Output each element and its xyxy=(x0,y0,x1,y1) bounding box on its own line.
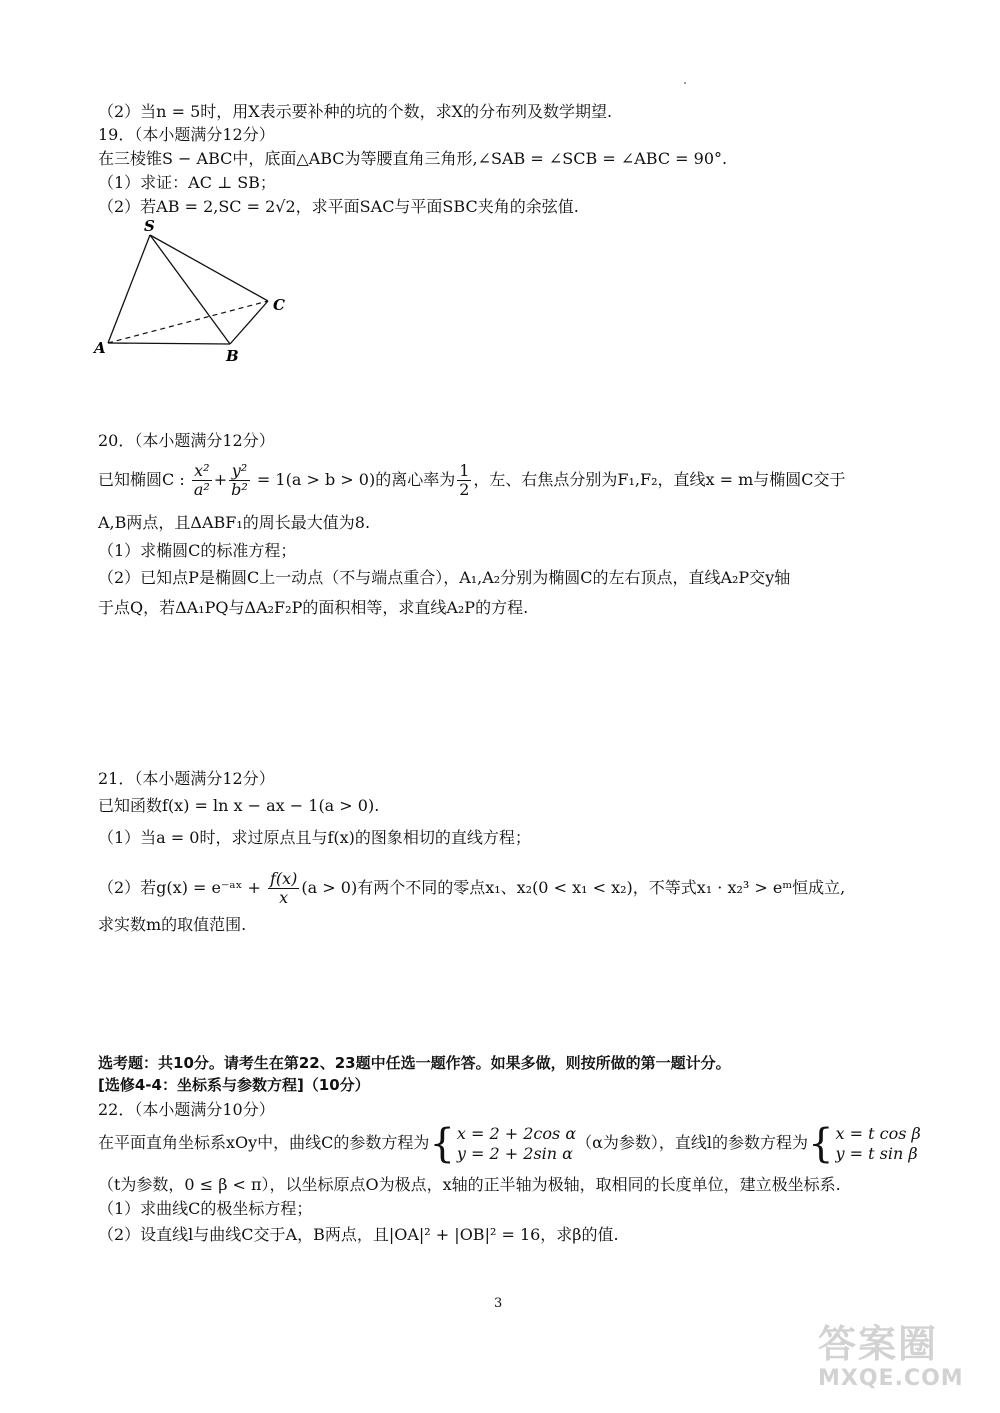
page-number: 3 xyxy=(494,1296,503,1311)
label-b: B xyxy=(226,347,239,365)
edge-bc xyxy=(230,301,268,344)
q19-part2: （2）若AB = 2,SC = 2√2，求平面SAC与平面SBC夹角的余弦值. xyxy=(98,197,579,216)
q21-part2-a: （2）若g(x) = e⁻ᵃˣ + xyxy=(98,878,266,897)
frac-x2-a2: $\frac{\text{x²}}{\text{a²}}$ xyxy=(193,461,210,499)
frac-fx-over-x: $\frac{f(x)}{x}$ xyxy=(269,869,298,907)
q20-header: 20．（本小题满分12分） xyxy=(98,431,275,450)
edge-sb xyxy=(150,235,230,344)
q20-stem-a: 已知椭圆C : xyxy=(98,470,190,489)
label-c: C xyxy=(273,296,285,314)
q19-stem: 在三棱锥S − ABC中，底面△ABC为等腰直角三角形,∠SAB = ∠SCB = ∠ABC = 90°. xyxy=(98,149,728,168)
q22-stem-line1 xyxy=(98,1121,921,1165)
curve-param-system: x = 2 + 2cos α y = 2 + 2sin α xyxy=(456,1123,577,1163)
elective-intro: 选考题：共10分。请考生在第22、23题中任选一题作答。如果多做，则按所做的第一题计分。 xyxy=(98,1054,731,1072)
brace-curve: { xyxy=(429,1120,455,1167)
q22-stem-line2: （t为参数，0 ≤ β < π），以坐标原点O为极点，x轴的正半轴为极轴，取相同的长度单位，建立极坐标系. xyxy=(98,1175,841,1194)
brace-line: { xyxy=(808,1120,834,1167)
watermark-logo xyxy=(818,1322,978,1402)
edge-sc xyxy=(150,235,268,301)
q22-stem-a: 在平面直角坐标系xOy中，曲线C的参数方程为 xyxy=(98,1133,430,1152)
q21-part2-b: (a > 0)有两个不同的零点x₁、x₂(0 < x₁ < x₂)，不等式x₁ · x₂³ > eᵐ恒成立, xyxy=(301,878,846,897)
q20-stem-line2: A,B两点，且ΔABF₁的周长最大值为8. xyxy=(98,513,371,532)
q22-header: 22．（本小题满分10分） xyxy=(98,1100,275,1119)
edge-sa xyxy=(108,235,150,343)
q20-part2-line2: 于点Q，若ΔA₁PQ与ΔA₂F₂P的面积相等，求直线A₂P的方程. xyxy=(98,598,529,617)
q20-stem-line1: 已知椭圆C : $\frac{\text{x²}}{\text{a²}}$ + $\frac{\text{y²}}{\text{b²}}$ = 1(a > b > 0)的离心率为 $\frac{1}{2}$ ，左、右焦点分别为F₁,F₂，直线x = m与椭圆C交于 xyxy=(98,461,846,499)
q21-stem: 已知函数f(x) = ln x − ax − 1(a > 0). xyxy=(98,796,380,815)
q18-part2: （2）当n = 5时，用X表示要补种的坑的个数，求X的分布列及数学期望. xyxy=(98,102,613,121)
watermark-line1: 答案圈 xyxy=(818,1322,939,1366)
stray-dot xyxy=(684,82,686,84)
q19-part1: （1）求证：AC ⊥ SB； xyxy=(98,173,276,192)
edge-ac-dashed xyxy=(108,301,268,343)
tetrahedron-figure xyxy=(92,215,302,365)
q20-part1: （1）求椭圆C的标准方程； xyxy=(98,541,297,560)
q21-part2-line1 xyxy=(98,866,845,910)
q20-stem-c: ，左、右焦点分别为F₁,F₂，直线x = m与椭圆C交于 xyxy=(473,470,846,489)
line-param-system: x = t cos β y = t sin β xyxy=(835,1123,921,1163)
frac-y2-b2: $\frac{\text{y²}}{\text{b²}}$ xyxy=(231,461,248,499)
q22-part1: （1）求曲线C的极坐标方程； xyxy=(98,1199,313,1218)
q21-part1: （1）当a = 0时，求过原点且与f(x)的图象相切的直线方程； xyxy=(98,828,531,847)
q22-stem-b: （α为参数），直线l的参数方程为 xyxy=(576,1133,809,1152)
edge-ab xyxy=(108,343,230,344)
q20-stem-b: = 1(a > b > 0)的离心率为 xyxy=(251,470,456,489)
watermark-line2: MXQE.COM xyxy=(818,1366,964,1391)
q22-part2: （2）设直线l与曲线C交于A，B两点，且|OA|² + |OB|² = 16，求β的值. xyxy=(98,1225,619,1244)
label-s: S xyxy=(144,217,155,235)
frac-eccentricity: $\frac{1}{2}$ xyxy=(459,461,470,499)
elective-section: [选修4-4：坐标系与参数方程]（10分） xyxy=(98,1076,370,1094)
q19-header: 19．（本小题满分12分） xyxy=(98,125,275,144)
label-a: A xyxy=(94,339,106,357)
q20-part2-line1: （2）已知点P是椭圆C上一动点（不与端点重合），A₁,A₂分别为椭圆C的左右顶点，直线A₂P交y轴 xyxy=(98,568,791,587)
q21-header: 21．（本小题满分12分） xyxy=(98,769,275,788)
q21-part2-line2: 求实数m的取值范围. xyxy=(98,915,247,934)
